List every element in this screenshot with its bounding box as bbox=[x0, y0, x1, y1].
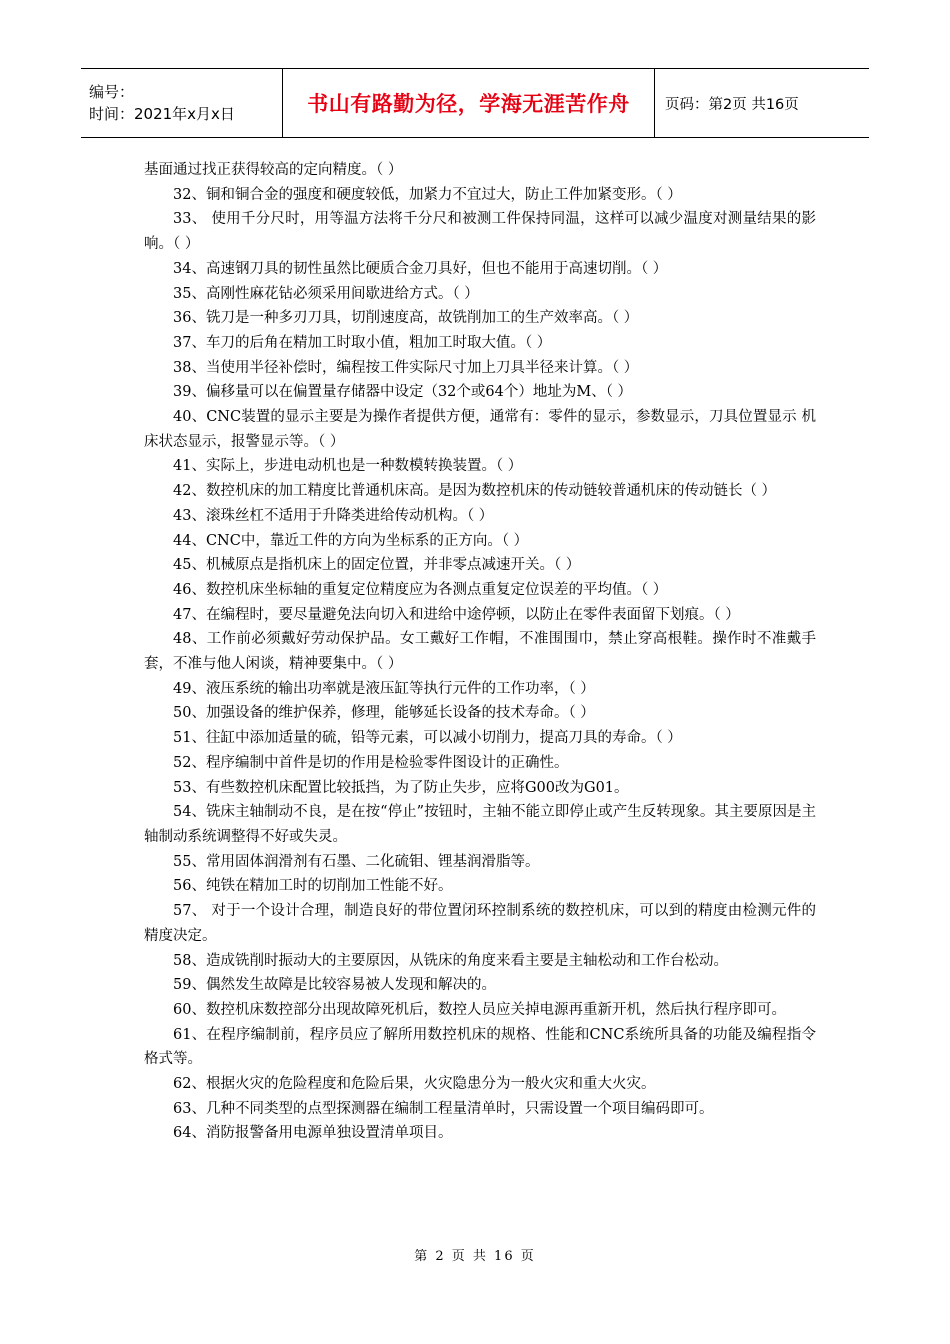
question-paragraph: 63、几种不同类型的点型探测器在编制工程量清单时，只需设置一个项目编码即可。 bbox=[173, 1100, 714, 1117]
doc-number-label: 编号： bbox=[89, 83, 135, 101]
question-paragraph: 58、造成铣削时振动大的主要原因，从铣床的角度来看主要是主轴松动和工作台松动。 bbox=[173, 952, 728, 969]
question-paragraph: 40、CNC装置的显示主要是为操作者提供方便，通常有：零件的显示，参数显示，刀具位置显示 机床状态显示，报警显示等。（ ） bbox=[144, 409, 816, 450]
question-paragraph: 32、铜和铜合金的强度和硬度较低，加紧力不宜过大，防止工件加紧变形。（ ） bbox=[173, 186, 682, 203]
question-paragraph: 38、当使用半径补偿时，编程按工件实际尺寸加上刀具半径来计算。（ ） bbox=[173, 359, 639, 376]
question-paragraph: 33、 使用千分尺时，用等温方法将千分尺和被测工件保持同温，这样可以减少温度对测量结果的影响。（ ） bbox=[144, 211, 816, 253]
question-paragraph: 基面通过找正获得较高的定向精度。（ ） bbox=[144, 162, 403, 178]
document-body bbox=[144, 158, 816, 1146]
question-paragraph: 54、铣床主轴制动不良，是在按“停止”按钮时，主轴不能立即停止或产生反转现象。其主要原因是主轴制动系统调整得不好或失灵。 bbox=[144, 804, 816, 845]
question-paragraph: 61、在程序编制前，程序员应了解所用数控机床的规格、性能和CNC系统所具备的功能及编程指令格式等。 bbox=[144, 1026, 816, 1068]
question-paragraph: 60、数控机床数控部分出现故障死机后，数控人员应关掉电源再重新开机，然后执行程序即可。 bbox=[173, 1001, 786, 1018]
question-paragraph: 45、机械原点是指机床上的固定位置，并非零点减速开关。（ ） bbox=[173, 557, 581, 574]
question-paragraph: 37、车刀的后角在精加工时取小值，粗加工时取大值。（ ） bbox=[173, 334, 552, 351]
question-paragraph: 36、铣刀是一种多刃刀具，切削速度高，故铣削加工的生产效率高。（ ） bbox=[173, 310, 639, 327]
question-paragraph: 51、往缸中添加适量的硫，铅等元素，可以减小切削力，提高刀具的寿命。（ ） bbox=[173, 730, 682, 747]
question-paragraph: 39、偏移量可以在偏置量存储器中设定（32个或64个）地址为M、（ ） bbox=[173, 384, 633, 401]
question-paragraph: 43、滚珠丝杠不适用于升降类进给传动机构。（ ） bbox=[173, 507, 494, 524]
page-header bbox=[81, 68, 869, 138]
question-paragraph: 49、液压系统的输出功率就是液压缸等执行元件的工作功率，（ ） bbox=[173, 680, 595, 697]
question-paragraph: 55、常用固体润滑剂有石墨、二化硫钼、锂基润滑脂等。 bbox=[173, 853, 540, 870]
question-paragraph: 41、实际上，步进电动机也是一种数模转换装置。（ ） bbox=[173, 458, 523, 475]
question-paragraph: 52、程序编制中首件是切的作用是检验零件图设计的正确性。 bbox=[173, 754, 569, 771]
question-paragraph: 64、消防报警备用电源单独设置清单项目。 bbox=[173, 1125, 453, 1142]
header-page-info: 页码：第2页 共16页 bbox=[665, 96, 799, 113]
question-paragraph: 47、在编程时，要尽量避免法向切入和进给中途停顿，以防止在零件表面留下划痕。（ ） bbox=[173, 606, 740, 623]
question-paragraph: 48、工作前必须戴好劳动保护品。女工戴好工作帽，不准围围巾，禁止穿高根鞋。操作时不准戴手套，不准与他人闲谈，精神要集中。（ ） bbox=[144, 631, 816, 673]
question-paragraph: 46、数控机床坐标轴的重复定位精度应为各测点重复定位误差的平均值。（ ） bbox=[173, 581, 668, 598]
header-meta bbox=[81, 69, 283, 137]
question-paragraph: 62、根据火灾的危险程度和危险后果，火灾隐患分为一般火灾和重大火灾。 bbox=[173, 1076, 656, 1093]
header-motto-cell bbox=[283, 69, 655, 137]
question-paragraph: 56、纯铁在精加工时的切削加工性能不好。 bbox=[173, 878, 453, 895]
question-paragraph: 50、加强设备的维护保养，修理，能够延长设备的技术寿命。（ ） bbox=[173, 705, 595, 722]
question-paragraph: 42、数控机床的加工精度比普通机床高。是因为数控机床的传动链较普通机床的传动链长（ ） bbox=[173, 483, 777, 500]
header-motto: 书山有路勤为径，学海无涯苦作舟 bbox=[307, 92, 630, 116]
question-paragraph: 34、高速钢刀具的韧性虽然比硬质合金刀具好，但也不能用于高速切削。（ ） bbox=[173, 260, 668, 277]
question-paragraph: 57、 对于一个设计合理，制造良好的带位置闭环控制系统的数控机床，可以到的精度由检测元件的精度决定。 bbox=[144, 903, 816, 944]
question-paragraph: 59、偶然发生故障是比较容易被人发现和解决的。 bbox=[173, 977, 496, 994]
question-paragraph: 53、有些数控机床配置比较抵挡，为了防止失步，应将G00改为G01。 bbox=[173, 779, 629, 796]
page-footer: 第 2 页 共 16 页 bbox=[414, 1249, 536, 1264]
question-paragraph: 44、CNC中，靠近工件的方向为坐标系的正方向。（ ） bbox=[173, 532, 529, 549]
doc-time: 时间：2021年x月x日 bbox=[89, 105, 235, 123]
question-paragraph: 35、高刚性麻花钻必须采用间歇进给方式。（ ） bbox=[173, 285, 479, 302]
